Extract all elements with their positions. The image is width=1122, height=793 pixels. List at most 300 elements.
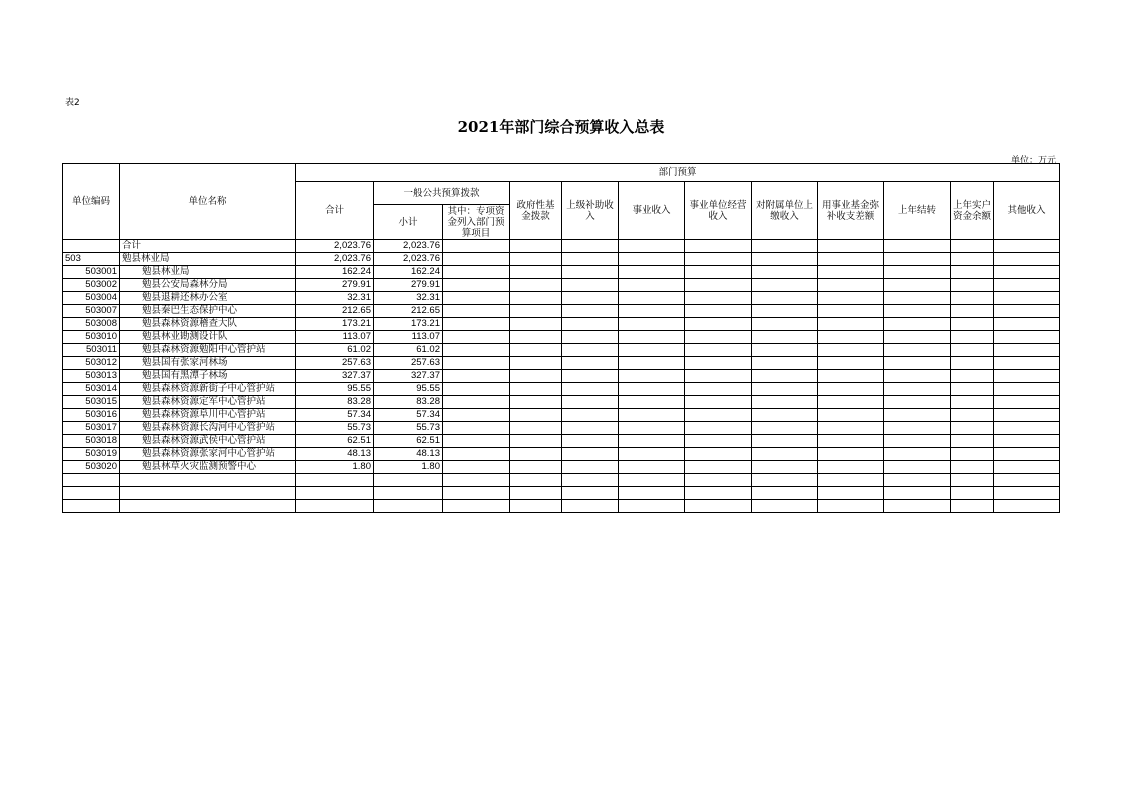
- total-cell: 62.51: [296, 435, 374, 448]
- subtotal-cell: 1.80: [374, 461, 443, 474]
- empty-cell: [562, 474, 619, 487]
- empty-cell: [752, 396, 818, 409]
- unit-name-cell: 勉县森林资源武侯中心管护站: [120, 435, 296, 448]
- empty-cell: [884, 370, 951, 383]
- subtotal-cell: 48.13: [374, 448, 443, 461]
- header-general-budget: 一般公共预算拨款: [374, 182, 510, 205]
- header-special-fund: 其中：专项资金列入部门预算项目: [443, 205, 510, 240]
- total-cell: 95.55: [296, 383, 374, 396]
- empty-cell: [884, 474, 951, 487]
- empty-cell: [951, 279, 994, 292]
- table-row: [63, 474, 1060, 487]
- empty-cell: [994, 292, 1060, 305]
- empty-cell: [685, 331, 752, 344]
- empty-cell: [510, 240, 562, 253]
- unit-code-cell: 503010: [63, 331, 120, 344]
- empty-cell: [884, 487, 951, 500]
- empty-cell: [884, 331, 951, 344]
- empty-cell: [562, 266, 619, 279]
- unit-code-cell: 503013: [63, 370, 120, 383]
- empty-cell: [443, 487, 510, 500]
- empty-cell: [951, 409, 994, 422]
- header-total: 合计: [296, 182, 374, 240]
- empty-cell: [562, 396, 619, 409]
- total-cell: 327.37: [296, 370, 374, 383]
- empty-cell: [884, 409, 951, 422]
- empty-cell: [752, 435, 818, 448]
- empty-cell: [884, 292, 951, 305]
- empty-cell: [951, 370, 994, 383]
- empty-cell: [562, 409, 619, 422]
- table-row: [63, 461, 1060, 474]
- header-name: 单位名称: [120, 164, 296, 240]
- table-row: [63, 292, 1060, 305]
- subtotal-cell: 279.91: [374, 279, 443, 292]
- empty-cell: [619, 487, 685, 500]
- subtotal-cell: 257.63: [374, 357, 443, 370]
- total-cell: 1.80: [296, 461, 374, 474]
- empty-cell: [562, 383, 619, 396]
- empty-cell: [685, 305, 752, 318]
- empty-cell: [685, 383, 752, 396]
- empty-cell: [818, 461, 884, 474]
- empty-cell: [818, 318, 884, 331]
- total-cell: 57.34: [296, 409, 374, 422]
- empty-cell: [752, 253, 818, 266]
- empty-cell: [752, 305, 818, 318]
- empty-cell: [818, 474, 884, 487]
- empty-cell: [752, 422, 818, 435]
- subtotal-cell: 162.24: [374, 266, 443, 279]
- table-row: [63, 253, 1060, 266]
- empty-cell: [510, 370, 562, 383]
- empty-cell: [818, 383, 884, 396]
- empty-cell: [510, 448, 562, 461]
- unit-name-cell: 勉县森林资源长沟河中心管护站: [120, 422, 296, 435]
- empty-cell: [562, 500, 619, 513]
- empty-cell: [619, 409, 685, 422]
- empty-cell: [752, 292, 818, 305]
- empty-cell: [752, 461, 818, 474]
- unit-code-cell: [63, 474, 120, 487]
- empty-cell: [884, 253, 951, 266]
- empty-cell: [510, 500, 562, 513]
- table-row: [63, 318, 1060, 331]
- page-title: 2021年部门综合预算收入总表: [457, 118, 665, 136]
- header-code: 单位编码: [63, 164, 120, 240]
- unit-code-cell: 503001: [63, 266, 120, 279]
- empty-cell: [994, 357, 1060, 370]
- empty-cell: [685, 435, 752, 448]
- empty-cell: [752, 344, 818, 357]
- empty-cell: [443, 370, 510, 383]
- empty-cell: [752, 487, 818, 500]
- empty-cell: [884, 344, 951, 357]
- empty-cell: [884, 448, 951, 461]
- empty-cell: [619, 383, 685, 396]
- subtotal-cell: 327.37: [374, 370, 443, 383]
- empty-cell: [994, 383, 1060, 396]
- empty-cell: [951, 396, 994, 409]
- header-superior-subsidy: 上级补助收入: [562, 182, 619, 240]
- empty-cell: [752, 240, 818, 253]
- unit-name-cell: 合计: [120, 240, 296, 253]
- empty-cell: [443, 383, 510, 396]
- table-row: [63, 396, 1060, 409]
- empty-cell: [994, 305, 1060, 318]
- unit-name-cell: 勉县国有张家河林场: [120, 357, 296, 370]
- empty-cell: [619, 305, 685, 318]
- empty-cell: [443, 461, 510, 474]
- unit-code-cell: [63, 500, 120, 513]
- table-row: [63, 370, 1060, 383]
- empty-cell: [951, 448, 994, 461]
- empty-cell: [443, 474, 510, 487]
- unit-name-cell: 勉县林草火灾监测预警中心: [120, 461, 296, 474]
- total-cell: 162.24: [296, 266, 374, 279]
- table-number: 表2: [65, 98, 80, 108]
- subtotal-cell: [374, 474, 443, 487]
- empty-cell: [994, 396, 1060, 409]
- empty-cell: [619, 331, 685, 344]
- empty-cell: [994, 487, 1060, 500]
- unit-code-cell: 503007: [63, 305, 120, 318]
- empty-cell: [752, 279, 818, 292]
- empty-cell: [951, 461, 994, 474]
- empty-cell: [510, 422, 562, 435]
- empty-cell: [562, 357, 619, 370]
- empty-cell: [510, 383, 562, 396]
- empty-cell: [685, 448, 752, 461]
- table-row: [63, 305, 1060, 318]
- empty-cell: [562, 422, 619, 435]
- empty-cell: [994, 435, 1060, 448]
- empty-cell: [562, 305, 619, 318]
- unit-code-cell: 503: [63, 253, 120, 266]
- header-affiliate-income: 对附属单位上缴收入: [752, 182, 818, 240]
- empty-cell: [619, 292, 685, 305]
- table-row: [63, 266, 1060, 279]
- empty-cell: [443, 357, 510, 370]
- empty-cell: [443, 240, 510, 253]
- empty-cell: [510, 318, 562, 331]
- empty-cell: [619, 500, 685, 513]
- empty-cell: [685, 357, 752, 370]
- empty-cell: [562, 435, 619, 448]
- header-subtotal: 小计: [374, 205, 443, 240]
- empty-cell: [443, 396, 510, 409]
- empty-cell: [994, 448, 1060, 461]
- empty-cell: [884, 396, 951, 409]
- empty-cell: [994, 474, 1060, 487]
- empty-cell: [951, 357, 994, 370]
- total-cell: 2,023.76: [296, 240, 374, 253]
- empty-cell: [994, 344, 1060, 357]
- subtotal-cell: 61.02: [374, 344, 443, 357]
- empty-cell: [818, 396, 884, 409]
- unit-name-cell: 勉县森林资源定军中心管护站: [120, 396, 296, 409]
- unit-name-cell: 勉县林业勘测设计队: [120, 331, 296, 344]
- empty-cell: [685, 500, 752, 513]
- empty-cell: [685, 370, 752, 383]
- empty-cell: [510, 253, 562, 266]
- empty-cell: [562, 253, 619, 266]
- empty-cell: [752, 383, 818, 396]
- subtotal-cell: 55.73: [374, 422, 443, 435]
- empty-cell: [562, 318, 619, 331]
- table-row: [63, 448, 1060, 461]
- empty-cell: [951, 305, 994, 318]
- empty-cell: [818, 370, 884, 383]
- empty-cell: [443, 422, 510, 435]
- empty-cell: [562, 487, 619, 500]
- empty-cell: [619, 396, 685, 409]
- empty-cell: [510, 409, 562, 422]
- header-fund-balance: 用事业基金弥补收支差额: [818, 182, 884, 240]
- unit-name-cell: 勉县森林资源阜川中心管护站: [120, 409, 296, 422]
- subtotal-cell: 2,023.76: [374, 240, 443, 253]
- empty-cell: [884, 357, 951, 370]
- empty-cell: [752, 370, 818, 383]
- empty-cell: [619, 266, 685, 279]
- unit-code-cell: 503008: [63, 318, 120, 331]
- empty-cell: [951, 331, 994, 344]
- empty-cell: [619, 422, 685, 435]
- empty-cell: [562, 292, 619, 305]
- empty-cell: [685, 279, 752, 292]
- empty-cell: [619, 448, 685, 461]
- empty-cell: [619, 370, 685, 383]
- empty-cell: [510, 279, 562, 292]
- subtotal-cell: 62.51: [374, 435, 443, 448]
- empty-cell: [443, 448, 510, 461]
- empty-cell: [562, 344, 619, 357]
- empty-cell: [752, 409, 818, 422]
- header-other-income: 其他收入: [994, 182, 1060, 240]
- empty-cell: [884, 435, 951, 448]
- empty-cell: [619, 279, 685, 292]
- total-cell: 61.02: [296, 344, 374, 357]
- empty-cell: [562, 331, 619, 344]
- unit-name-cell: 勉县森林资源勉阳中心管护站: [120, 344, 296, 357]
- table-row: [63, 422, 1060, 435]
- empty-cell: [951, 435, 994, 448]
- empty-cell: [994, 331, 1060, 344]
- table-row: [63, 435, 1060, 448]
- empty-cell: [951, 292, 994, 305]
- unit-name-cell: 勉县林业局: [120, 253, 296, 266]
- empty-cell: [818, 435, 884, 448]
- empty-cell: [884, 279, 951, 292]
- empty-cell: [562, 279, 619, 292]
- unit-code-cell: 503004: [63, 292, 120, 305]
- empty-cell: [951, 266, 994, 279]
- unit-code-cell: 503015: [63, 396, 120, 409]
- subtotal-cell: 32.31: [374, 292, 443, 305]
- unit-name-cell: 勉县秦巴生态保护中心: [120, 305, 296, 318]
- empty-cell: [994, 266, 1060, 279]
- empty-cell: [562, 461, 619, 474]
- total-cell: 83.28: [296, 396, 374, 409]
- table-row: [63, 357, 1060, 370]
- total-cell: 173.21: [296, 318, 374, 331]
- empty-cell: [685, 344, 752, 357]
- empty-cell: [685, 487, 752, 500]
- empty-cell: [994, 240, 1060, 253]
- header-prev-balance: 上年实户资金余额: [951, 182, 994, 240]
- table-row: [63, 331, 1060, 344]
- table-row: [63, 500, 1060, 513]
- unit-code-cell: 503011: [63, 344, 120, 357]
- empty-cell: [951, 422, 994, 435]
- table-row: [63, 409, 1060, 422]
- unit-code-cell: 503014: [63, 383, 120, 396]
- subtotal-cell: 113.07: [374, 331, 443, 344]
- empty-cell: [884, 266, 951, 279]
- empty-cell: [994, 253, 1060, 266]
- unit-code-cell: [63, 487, 120, 500]
- empty-cell: [619, 461, 685, 474]
- empty-cell: [752, 474, 818, 487]
- empty-cell: [994, 500, 1060, 513]
- table-header: [63, 164, 1060, 240]
- empty-cell: [510, 461, 562, 474]
- header-gov-fund: 政府性基金拨款: [510, 182, 562, 240]
- empty-cell: [619, 318, 685, 331]
- unit-code-cell: 503020: [63, 461, 120, 474]
- empty-cell: [752, 318, 818, 331]
- subtotal-cell: 173.21: [374, 318, 443, 331]
- subtotal-cell: 57.34: [374, 409, 443, 422]
- empty-cell: [619, 253, 685, 266]
- empty-cell: [884, 318, 951, 331]
- total-cell: 279.91: [296, 279, 374, 292]
- unit-code-cell: 503019: [63, 448, 120, 461]
- subtotal-cell: 95.55: [374, 383, 443, 396]
- total-cell: [296, 474, 374, 487]
- empty-cell: [951, 383, 994, 396]
- empty-cell: [510, 331, 562, 344]
- empty-cell: [510, 396, 562, 409]
- total-cell: [296, 500, 374, 513]
- table-row: [63, 383, 1060, 396]
- empty-cell: [443, 305, 510, 318]
- unit-name-cell: 勉县林业局: [120, 266, 296, 279]
- unit-label: 单位：万元: [1010, 156, 1056, 166]
- empty-cell: [685, 240, 752, 253]
- empty-cell: [443, 279, 510, 292]
- empty-cell: [818, 500, 884, 513]
- unit-name-cell: [120, 500, 296, 513]
- subtotal-cell: [374, 500, 443, 513]
- empty-cell: [685, 292, 752, 305]
- empty-cell: [818, 487, 884, 500]
- subtotal-cell: 2,023.76: [374, 253, 443, 266]
- empty-cell: [752, 448, 818, 461]
- empty-cell: [818, 279, 884, 292]
- table-row: [63, 240, 1060, 253]
- empty-cell: [994, 422, 1060, 435]
- header-carryover: 上年结转: [884, 182, 951, 240]
- empty-cell: [884, 305, 951, 318]
- empty-cell: [685, 461, 752, 474]
- empty-cell: [443, 435, 510, 448]
- empty-cell: [994, 461, 1060, 474]
- unit-name-cell: 勉县森林资源稽查大队: [120, 318, 296, 331]
- total-cell: 212.65: [296, 305, 374, 318]
- empty-cell: [818, 357, 884, 370]
- unit-name-cell: [120, 474, 296, 487]
- empty-cell: [994, 409, 1060, 422]
- table-body: [63, 240, 1060, 513]
- header-business-operating: 事业单位经营收入: [685, 182, 752, 240]
- unit-code-cell: 503016: [63, 409, 120, 422]
- empty-cell: [443, 318, 510, 331]
- header-dept-budget: 部门预算: [296, 164, 1060, 182]
- unit-name-cell: 勉县森林资源张家河中心管护站: [120, 448, 296, 461]
- empty-cell: [443, 292, 510, 305]
- empty-cell: [752, 500, 818, 513]
- table-row: [63, 344, 1060, 357]
- empty-cell: [818, 292, 884, 305]
- empty-cell: [510, 357, 562, 370]
- subtotal-cell: [374, 487, 443, 500]
- empty-cell: [994, 318, 1060, 331]
- empty-cell: [818, 344, 884, 357]
- empty-cell: [818, 253, 884, 266]
- empty-cell: [884, 461, 951, 474]
- empty-cell: [685, 253, 752, 266]
- empty-cell: [994, 279, 1060, 292]
- empty-cell: [685, 318, 752, 331]
- empty-cell: [510, 344, 562, 357]
- empty-cell: [818, 266, 884, 279]
- empty-cell: [619, 474, 685, 487]
- empty-cell: [443, 253, 510, 266]
- empty-cell: [951, 240, 994, 253]
- total-cell: [296, 487, 374, 500]
- empty-cell: [951, 318, 994, 331]
- unit-code-cell: [63, 240, 120, 253]
- empty-cell: [443, 500, 510, 513]
- empty-cell: [752, 266, 818, 279]
- empty-cell: [510, 266, 562, 279]
- empty-cell: [884, 500, 951, 513]
- subtotal-cell: 212.65: [374, 305, 443, 318]
- empty-cell: [685, 396, 752, 409]
- empty-cell: [562, 370, 619, 383]
- empty-cell: [619, 240, 685, 253]
- empty-cell: [994, 370, 1060, 383]
- total-cell: 48.13: [296, 448, 374, 461]
- table-row: [63, 279, 1060, 292]
- empty-cell: [619, 435, 685, 448]
- empty-cell: [510, 435, 562, 448]
- empty-cell: [510, 487, 562, 500]
- unit-code-cell: 503017: [63, 422, 120, 435]
- unit-code-cell: 503018: [63, 435, 120, 448]
- empty-cell: [818, 409, 884, 422]
- unit-code-cell: 503012: [63, 357, 120, 370]
- empty-cell: [685, 266, 752, 279]
- empty-cell: [884, 422, 951, 435]
- empty-cell: [951, 344, 994, 357]
- unit-code-cell: 503002: [63, 279, 120, 292]
- total-cell: 55.73: [296, 422, 374, 435]
- empty-cell: [818, 448, 884, 461]
- empty-cell: [562, 448, 619, 461]
- empty-cell: [818, 331, 884, 344]
